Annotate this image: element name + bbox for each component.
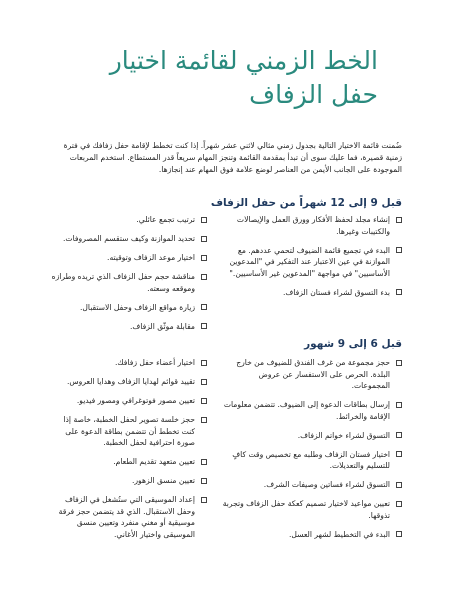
checkbox[interactable]	[396, 451, 402, 457]
checklist-item-text: التسوق لشراء خواتم الزفاف.	[297, 430, 390, 440]
checklist-item-text: تحديد الموازنة وكيف ستقسم المصروفات.	[63, 233, 195, 243]
checklist-item	[222, 399, 402, 422]
checklist-item	[222, 479, 402, 491]
checklist-column-left	[50, 214, 207, 340]
checkbox[interactable]	[201, 274, 207, 280]
checklist-item	[50, 475, 207, 487]
checklist-item-text: تقييد قوائم لهدايا الزفاف وهدايا العروس.	[66, 376, 195, 386]
checklist-item	[222, 357, 402, 392]
checklist-item-text: إنشاء مجلد لحفظ الأفكار وورق العمل والإيصالات والكتيبات وغيرها.	[236, 215, 390, 236]
checklist-item-text: مقابلة موثّق الزفاف.	[129, 321, 195, 331]
checklist-item	[222, 245, 402, 280]
checklist-item	[50, 233, 207, 245]
checkbox[interactable]	[201, 459, 207, 465]
checklist-item-text: اختيار فستان الزفاف وطلبه مع تخصيص وقت كافٍ للتسليم والتعديلات.	[232, 449, 390, 471]
checklist-item-text: إرسال بطاقات الدعوة إلى الضيوف. تتضمن معلومات الإقامة والخرائط.	[223, 400, 390, 421]
checklist-item	[222, 214, 402, 237]
checkbox[interactable]	[396, 360, 402, 366]
intro-paragraph: ضُمنت قائمة الاختيار التالية بجدول زمني مثالي لاثني عشر شهراً. إذا كنت تخطط لإقامة حفل زفافك في فترة زمنية قصيرة، فما عليك سوى أن تبدأ بمقدمة القائمة وتنجز المهام سريعاً قدر المستطاع. استخدم المربعات الموجودة على الجانب الأيمن من العناصر لوضع علامة فوق المهام عند إنجازها.	[63, 141, 402, 175]
checkbox[interactable]	[201, 323, 207, 329]
checklist-item	[50, 494, 207, 540]
checkbox[interactable]	[201, 497, 207, 503]
checkbox[interactable]	[201, 417, 207, 423]
checklist-item	[50, 376, 207, 388]
checkbox[interactable]	[201, 217, 207, 223]
page-title	[58, 44, 378, 112]
checklist-item	[50, 252, 207, 264]
checkbox[interactable]	[396, 247, 402, 253]
checklist-item	[222, 529, 402, 541]
checklist-item	[50, 395, 207, 407]
checkbox[interactable]	[201, 255, 207, 261]
checklist-item	[50, 357, 207, 369]
checklist-column-right	[222, 357, 402, 548]
checkbox[interactable]	[201, 304, 207, 310]
checklist-item-text: حجز مجموعة من غرف الفندق للضيوف من خارج البلدة. الحرص على الاستفسار عن عروض المجموعات.	[236, 358, 390, 391]
checklist-item-text: اختيار أعضاء حفل زفافك.	[114, 358, 195, 367]
checkbox[interactable]	[201, 236, 207, 242]
checklist-item	[50, 302, 207, 314]
checklist-item-text: البدء في تجميع قائمة الضيوف لتحمي عددهم. مع الموازنة في عين الاعتبار عند التفكير في "المدعوين الأساسيين" في مواجهة "المدعوين غير الأساسيين."	[229, 245, 390, 278]
checkbox[interactable]	[396, 289, 402, 295]
checklist-item	[222, 498, 402, 521]
checklist-column-left	[50, 357, 207, 548]
title-line-2: حفل الزفاف	[249, 80, 378, 109]
checklist-item	[222, 430, 402, 442]
section-heading: قبل 6 إلى 9 شهور	[304, 338, 402, 350]
checkbox[interactable]	[396, 432, 402, 438]
checkbox[interactable]	[396, 217, 402, 223]
checklist-item-text: زيارة مواقع الزفاف وحفل الاستقبال.	[79, 302, 195, 312]
checkbox[interactable]	[201, 398, 207, 404]
checklist-item	[50, 414, 207, 449]
checklist-item	[50, 456, 207, 468]
checkbox[interactable]	[201, 360, 207, 366]
checklist-item	[50, 214, 207, 226]
checklist-item-text: التسوق لشراء فساتين وصيفات الشرف.	[263, 480, 390, 490]
checkbox[interactable]	[396, 531, 402, 537]
checkbox[interactable]	[201, 478, 207, 484]
checklist-item	[222, 287, 402, 299]
checklist-item-text: مناقشة حجم حفل الزفاف الذي تريده وطرازه وموقعه وسعته.	[51, 271, 195, 293]
checkbox[interactable]	[201, 379, 207, 385]
checklist-item-text: ترتيب تجمع عائلي.	[136, 215, 195, 224]
checklist-item-text: تعيين منسق الزهور.	[131, 476, 195, 486]
checkbox[interactable]	[396, 402, 402, 408]
checkbox[interactable]	[396, 501, 402, 507]
checklist-column-right	[222, 214, 402, 306]
checklist-item-text: اختيار موعد الزفاف وتوقيته.	[107, 252, 195, 262]
section-heading: قبل 9 إلى 12 شهراً من حفل الزفاف	[210, 197, 402, 209]
checklist-item	[50, 271, 207, 294]
title-line-1: الخط الزمني لقائمة اختيار	[109, 46, 378, 75]
checklist-item-text: إعداد الموسيقى التي ستُشغل في الزفاف وحفل الاستقبال. الذي قد يتضمن حجز فرقة موسيقية أو مغني منفرد وتعيين منسق الموسيقى واختيار الأغاني.	[58, 495, 195, 539]
checklist-item-text: تعيين مصور فوتوغرافي ومصور فيديو.	[76, 395, 195, 405]
checklist-item-text: البدء في التخطيط لشهر العسل.	[288, 529, 390, 539]
checklist-item-text: بدء التسوق لشراء فستان الزفاف.	[282, 287, 390, 297]
checkbox[interactable]	[396, 482, 402, 488]
checklist-item	[50, 321, 207, 333]
checklist-item-text: تعيين مواعيد لاختيار تصميم كعكة حفل الزفاف وتجربة تذوقها.	[222, 499, 390, 520]
checklist-item-text: تعيين متعهد تقديم الطعام.	[113, 457, 195, 467]
checklist-item	[222, 449, 402, 472]
checklist-item-text: حجز خلسة تصوير لحفل الخطبة، خاصة إذا كنت تخطط أن تتضمن بطاقة الدعوة على صورة احترافية لحفل الخطبة.	[63, 414, 195, 448]
